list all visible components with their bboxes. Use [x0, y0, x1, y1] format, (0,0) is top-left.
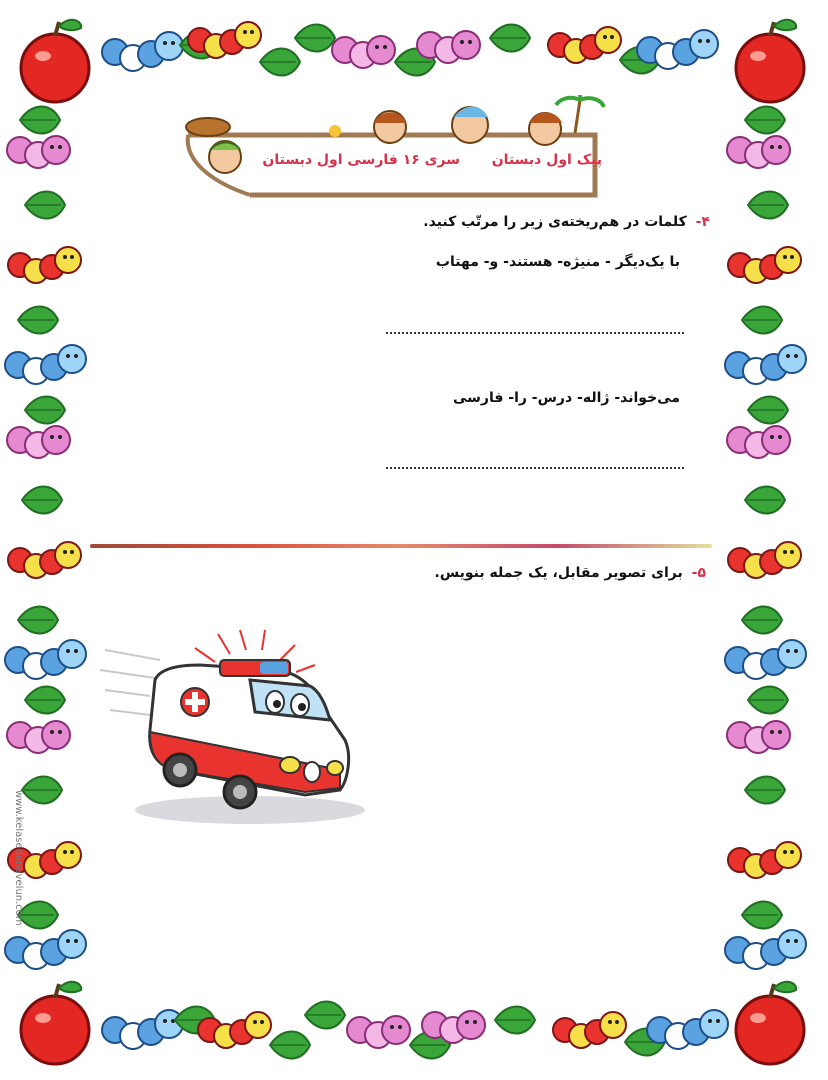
q4-words-line-1: با یک‌دیگر - منیژه- هستند- و- مهتاب — [435, 254, 680, 270]
q4-answer-line-1[interactable] — [386, 332, 684, 334]
q5-number: ۵- — [691, 565, 706, 581]
ambulance-illustration — [100, 620, 370, 835]
q4-number: ۴- — [695, 214, 710, 230]
q4-answer-line-2[interactable] — [386, 467, 684, 469]
header-left-title: پیک اول دبستان — [491, 152, 602, 168]
watermark-text: www.kelasedanavelun.com — [13, 790, 24, 926]
q4-words-line-2: می‌خواند- ژاله- درس- را- فارسی — [452, 390, 680, 406]
section-divider — [90, 544, 712, 548]
q5-instruction: برای تصویر مقابل، یک جمله بنویس. — [434, 565, 683, 581]
watermark — [6, 790, 26, 970]
kids-banner-illustration — [180, 95, 605, 200]
q5-instruction-line — [406, 565, 706, 581]
header-right-title: سری ۱۶ فارسی اول دبستان — [262, 152, 460, 168]
q4-instruction: کلمات در هم‌ریخته‌ی زیر را مرتّب کنید. — [423, 214, 687, 230]
q4-instruction-line — [410, 214, 710, 230]
